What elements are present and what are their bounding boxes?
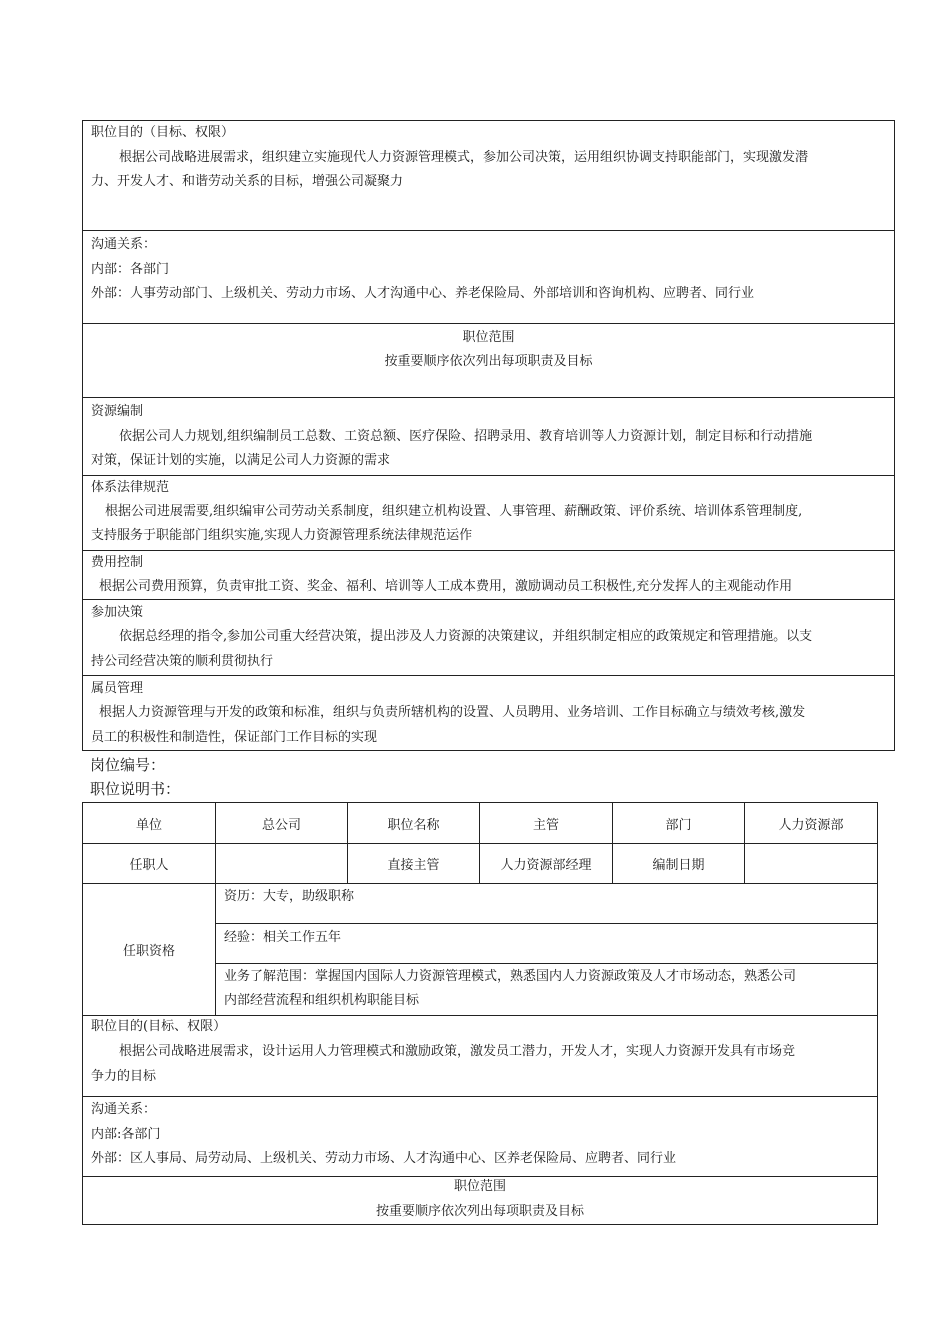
scope-section xyxy=(82,323,895,398)
unit-label: 单位 xyxy=(135,817,162,833)
position-value: 主管 xyxy=(532,817,559,833)
supervisor-label: 直接主管 xyxy=(387,858,440,873)
supervisor-value-cell xyxy=(479,843,613,884)
scope-subtitle: 按重要顺序依次列出每项职责及目标 xyxy=(375,1204,584,1219)
purpose-text-line2: 力、开发人才、和谐劳动关系的目标，增强公司凝聚力 xyxy=(91,174,404,189)
scope-title: 职位范围 xyxy=(453,1179,506,1194)
duty-text-line1: 根据公司费用预算，负责审批工资、奖金、福利、培训等人工成本费用，激励调动员工积极性,充分发挥人的主观能动作用 xyxy=(99,579,793,594)
date-value-cell xyxy=(744,843,878,884)
qualification-label: 任职资格 xyxy=(122,944,175,959)
date-label: 编制日期 xyxy=(652,858,705,873)
duty-text-line2: 对策，保证计划的实施，以满足公司人力资源的需求 xyxy=(91,453,391,468)
qualification-knowledge-line2: 内部经营流程和组织机构职能目标 xyxy=(224,993,420,1008)
holder-label: 任职人 xyxy=(129,858,169,873)
qualification-knowledge-line1: 业务了解范围：掌握国内国际人力资源管理模式，熟悉国内人力资源政策及人才市场动态，熟悉公司 xyxy=(224,969,797,984)
duty-text-line2: 员工的积极性和制造性，保证部门工作目标的实现 xyxy=(91,730,378,745)
purpose-heading: 职位目的(目标、权限） xyxy=(91,1019,227,1034)
dept-label: 部门 xyxy=(665,817,692,833)
duty-heading: 参加决策 xyxy=(91,605,144,620)
communication-heading: 沟通关系： xyxy=(91,237,157,252)
duty-heading: 资源编制 xyxy=(91,404,144,419)
communication-heading: 沟通关系： xyxy=(91,1102,157,1117)
communication-internal: 内部：各部门 xyxy=(91,262,170,277)
purpose-heading: 职位目的（目标、权限） xyxy=(91,125,235,140)
duty-cost-control xyxy=(82,550,895,600)
position-label-cell xyxy=(347,802,480,844)
purpose-text-line2: 争力的目标 xyxy=(91,1069,157,1084)
dept-label-cell xyxy=(612,802,745,844)
duty-text-line1: 根据人力资源管理与开发的政策和标准，组织与负责所辖机构的设置、人员聘用、业务培训、工作目标确立与绩效考核,激发 xyxy=(99,705,806,720)
communication-section-2 xyxy=(82,1096,878,1177)
unit-label-cell xyxy=(82,802,216,844)
communication-external: 外部：区人事局、局劳动局、上级机关、劳动力市场、人才沟通中心、区养老保险局、应聘者、同行业 xyxy=(91,1151,677,1166)
duty-staff-management xyxy=(82,675,895,751)
scope-section-2 xyxy=(82,1176,878,1225)
duty-heading: 费用控制 xyxy=(91,555,144,570)
document-title: 职位说明书： xyxy=(90,780,181,798)
communication-internal: 内部:各部门 xyxy=(91,1127,161,1142)
holder-value-cell xyxy=(215,843,348,884)
communication-external: 外部：人事劳动部门、上级机关、劳动力市场、人才沟通中心、养老保险局、外部培训和咨询机构、应聘者、同行业 xyxy=(91,286,755,301)
holder-label-cell xyxy=(82,843,216,884)
duty-text-line1: 依据总经理的指令,参加公司重大经营决策，提出涉及人力资源的决策建议，并组织制定相应的政策规定和管理措施。以支 xyxy=(119,629,813,644)
duty-decision-participation xyxy=(82,599,895,676)
duty-heading: 属员管理 xyxy=(91,681,144,696)
qualification-education-cell xyxy=(215,883,878,924)
dept-value-cell xyxy=(744,802,878,844)
supervisor-label-cell xyxy=(347,843,480,884)
purpose-section xyxy=(82,120,895,231)
position-label: 职位名称 xyxy=(387,817,440,833)
qualification-education: 资历：大专，助级职称 xyxy=(224,889,355,904)
qualification-experience: 经验：相关工作五年 xyxy=(224,930,342,945)
date-label-cell xyxy=(612,843,745,884)
position-value-cell xyxy=(479,802,613,844)
supervisor-value: 人力资源部经理 xyxy=(500,858,592,873)
scope-title: 职位范围 xyxy=(462,330,515,345)
duty-text-line2: 持公司经营决策的顺利贯彻执行 xyxy=(91,654,274,669)
unit-value-cell xyxy=(215,802,348,844)
duty-heading: 体系法律规范 xyxy=(91,480,170,495)
qualification-experience-cell xyxy=(215,923,878,964)
purpose-section-2 xyxy=(82,1015,878,1097)
unit-value: 总公司 xyxy=(261,817,301,833)
duty-text-line1: 依据公司人力规划,组织编制员工总数、工资总额、医疗保险、招聘录用、教育培训等人力资源计划，制定目标和行动措施 xyxy=(119,429,813,444)
duty-resource-planning xyxy=(82,397,895,476)
purpose-text-line1: 根据公司战略进展需求，设计运用人力管理模式和激励政策，激发员工潜力，开发人才，实现人力资源开发具有市场竞 xyxy=(119,1044,796,1059)
purpose-text-line1: 根据公司战略进展需求，组织建立实施现代人力资源管理模式，参加公司决策，运用组织协调支持职能部门，实现激发潜 xyxy=(119,150,809,165)
scope-subtitle: 按重要顺序依次列出每项职责及目标 xyxy=(384,354,593,369)
qualification-knowledge-cell xyxy=(215,963,878,1016)
qualification-label-cell xyxy=(82,883,216,1016)
communication-section xyxy=(82,230,895,324)
duty-text-line2: 支持服务于职能部门组织实施,实现人力资源管理系统法律规范运作 xyxy=(91,528,473,543)
post-number-label: 岗位编号： xyxy=(90,756,166,774)
duty-text-line1: 根据公司进展需要,组织编审公司劳动关系制度，组织建立机构设置、人事管理、薪酬政策、评价系统、培训体系管理制度, xyxy=(105,504,803,519)
duty-legal-system xyxy=(82,475,895,551)
dept-value: 人力资源部 xyxy=(778,817,844,833)
